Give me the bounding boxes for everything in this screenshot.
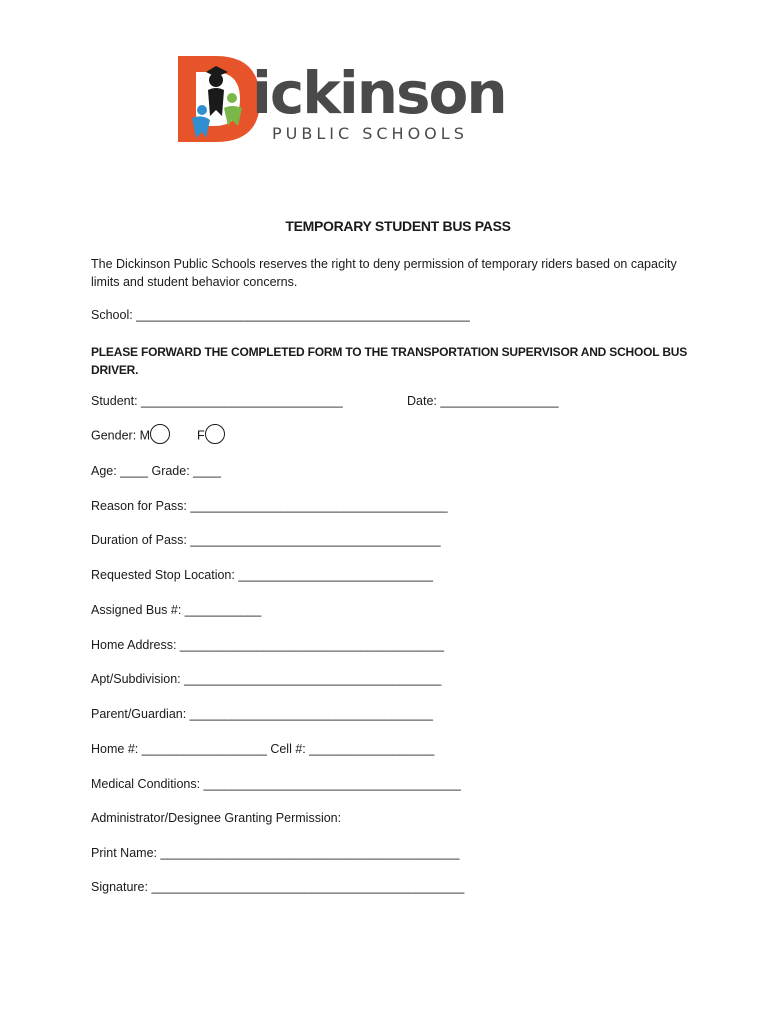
student-field[interactable]: Student: _____________________________ [91,394,343,408]
form-title: TEMPORARY STUDENT BUS PASS [285,218,511,234]
gender-row [91,428,225,444]
intro-line-1: The Dickinson Public Schools reserves the right to deny permission of temporary riders based on capacity [91,257,677,271]
gender-f-label: F [197,428,205,443]
gender-m-radio[interactable] [150,424,170,444]
duration-field[interactable]: Duration of Pass: ____________________________________ [91,533,441,547]
forward-line-2: DRIVER. [91,363,139,377]
parent-guardian-field[interactable]: Parent/Guardian: ___________________________________ [91,707,433,721]
dickinson-logo [176,50,516,150]
assigned-bus-field[interactable]: Assigned Bus #: ___________ [91,603,262,617]
age-grade-field[interactable]: Age: ____ Grade: ____ [91,464,221,478]
home-address-field[interactable]: Home Address: ______________________________________ [91,638,445,652]
logo-wordmark-text: ickinson [252,59,506,127]
medical-conditions-field[interactable]: Medical Conditions: _____________________________________ [91,777,461,791]
intro-paragraph [91,255,691,291]
signature-field[interactable]: Signature: _____________________________________________ [91,880,465,894]
phone-fields[interactable]: Home #: __________________ Cell #: __________________ [91,742,435,756]
school-field[interactable]: School: ________________________________________________ [91,308,470,322]
stop-location-field[interactable]: Requested Stop Location: ____________________________ [91,568,433,582]
apt-subdivision-field[interactable]: Apt/Subdivision: _____________________________________ [91,672,442,686]
administrator-label: Administrator/Designee Granting Permission: [91,811,342,825]
forward-line-1: PLEASE FORWARD THE COMPLETED FORM TO THE TRANSPORTATION SUPERVISOR AND SCHOOL BUS [91,345,688,359]
date-field[interactable]: Date: _________________ [407,394,559,408]
logo-subtitle: PUBLIC SCHOOLS [272,124,468,143]
reason-field[interactable]: Reason for Pass: _____________________________________ [91,499,448,513]
logo-wordmark [252,59,506,127]
gender-f-radio[interactable] [205,424,225,444]
intro-line-2: limits and student behavior concerns. [91,275,298,289]
print-name-field[interactable]: Print Name: ___________________________________________ [91,846,460,860]
forward-instruction [91,343,691,379]
gender-label: Gender: M [91,428,151,443]
